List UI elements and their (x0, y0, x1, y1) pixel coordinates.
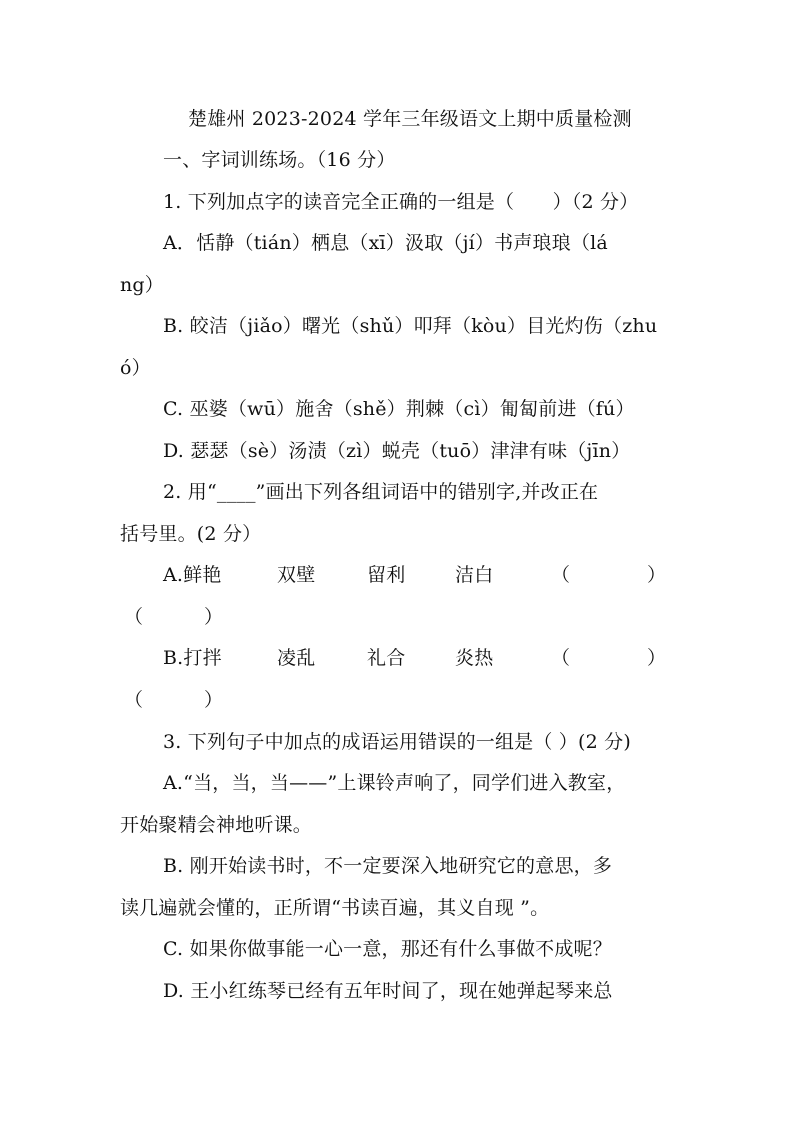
word: B.打拌 (163, 647, 222, 669)
answer-paren-close: ） (647, 647, 667, 669)
word: 洁白 (455, 564, 494, 586)
section-heading: 一、字词训练场。（16 分） (163, 149, 396, 171)
answer-paren-close: ） (647, 564, 667, 586)
word: 双壁 (277, 564, 316, 586)
word: 凌乱 (277, 647, 316, 669)
answer-paren-open: （ (551, 564, 571, 586)
question-1-option-b-cont: ó） (120, 357, 151, 379)
question-3-option-a: A.“当，当，当——”上课铃声响了，同学们进入教室， (163, 772, 626, 794)
question-1-option-b: B. 皎洁（jiǎo）曙光（shǔ）叩拜（kòu）目光灼伤（zhu (163, 315, 658, 337)
question-2-stem-cont: 括号里。(2 分） (120, 523, 262, 545)
answer-paren-open: （ (551, 647, 571, 669)
question-2-stem: 2. 用“____”画出下列各组词语中的错别字,并改正在 (163, 481, 599, 503)
word: A.鲜艳 (163, 564, 222, 586)
word: 炎热 (455, 647, 494, 669)
question-1-option-d: D. 瑟瑟（sè）汤渍（zì）蜕壳（tuō）津津有味（jīn） (163, 440, 631, 462)
word: 礼合 (367, 647, 406, 669)
answer-paren-open: （ (124, 606, 144, 628)
question-3-option-b: B. 刚开始读书时，不一定要深入地研究它的意思，多 (163, 855, 613, 877)
word: 留利 (367, 564, 406, 586)
question-1-stem: 1. 下列加点字的读音完全正确的一组是（ ）（2 分） (163, 191, 639, 213)
question-3-option-b-cont: 读几遍就会懂的，正所谓“书读百遍，其义自现 ”。 (120, 897, 550, 919)
question-1-option-c: C. 巫婆（wū）施舍（shě）荆棘（cì）匍匐前进（fú） (163, 398, 635, 420)
question-3-stem: 3. 下列句子中加点的成语运用错误的一组是（ ）(2 分) (163, 731, 631, 753)
question-3-option-a-cont: 开始聚精会神地听课。 (120, 814, 313, 836)
question-1-option-a: A．恬静（tián）栖息（xī）汲取（jí）书声琅琅（lá (163, 232, 608, 254)
exam-title: 楚雄州 2023-2024 学年三年级语文上期中质量检测 (188, 108, 632, 130)
question-3-option-c: C. 如果你做事能一心一意，那还有什么事做不成呢？ (163, 938, 612, 960)
answer-paren-close: ） (204, 689, 224, 711)
question-3-option-d: D. 王小红练琴已经有五年时间了，现在她弹起琴来总 (163, 980, 613, 1002)
answer-paren-close: ） (204, 606, 224, 628)
answer-paren-open: （ (124, 689, 144, 711)
question-1-option-a-cont: ng） (120, 274, 164, 296)
